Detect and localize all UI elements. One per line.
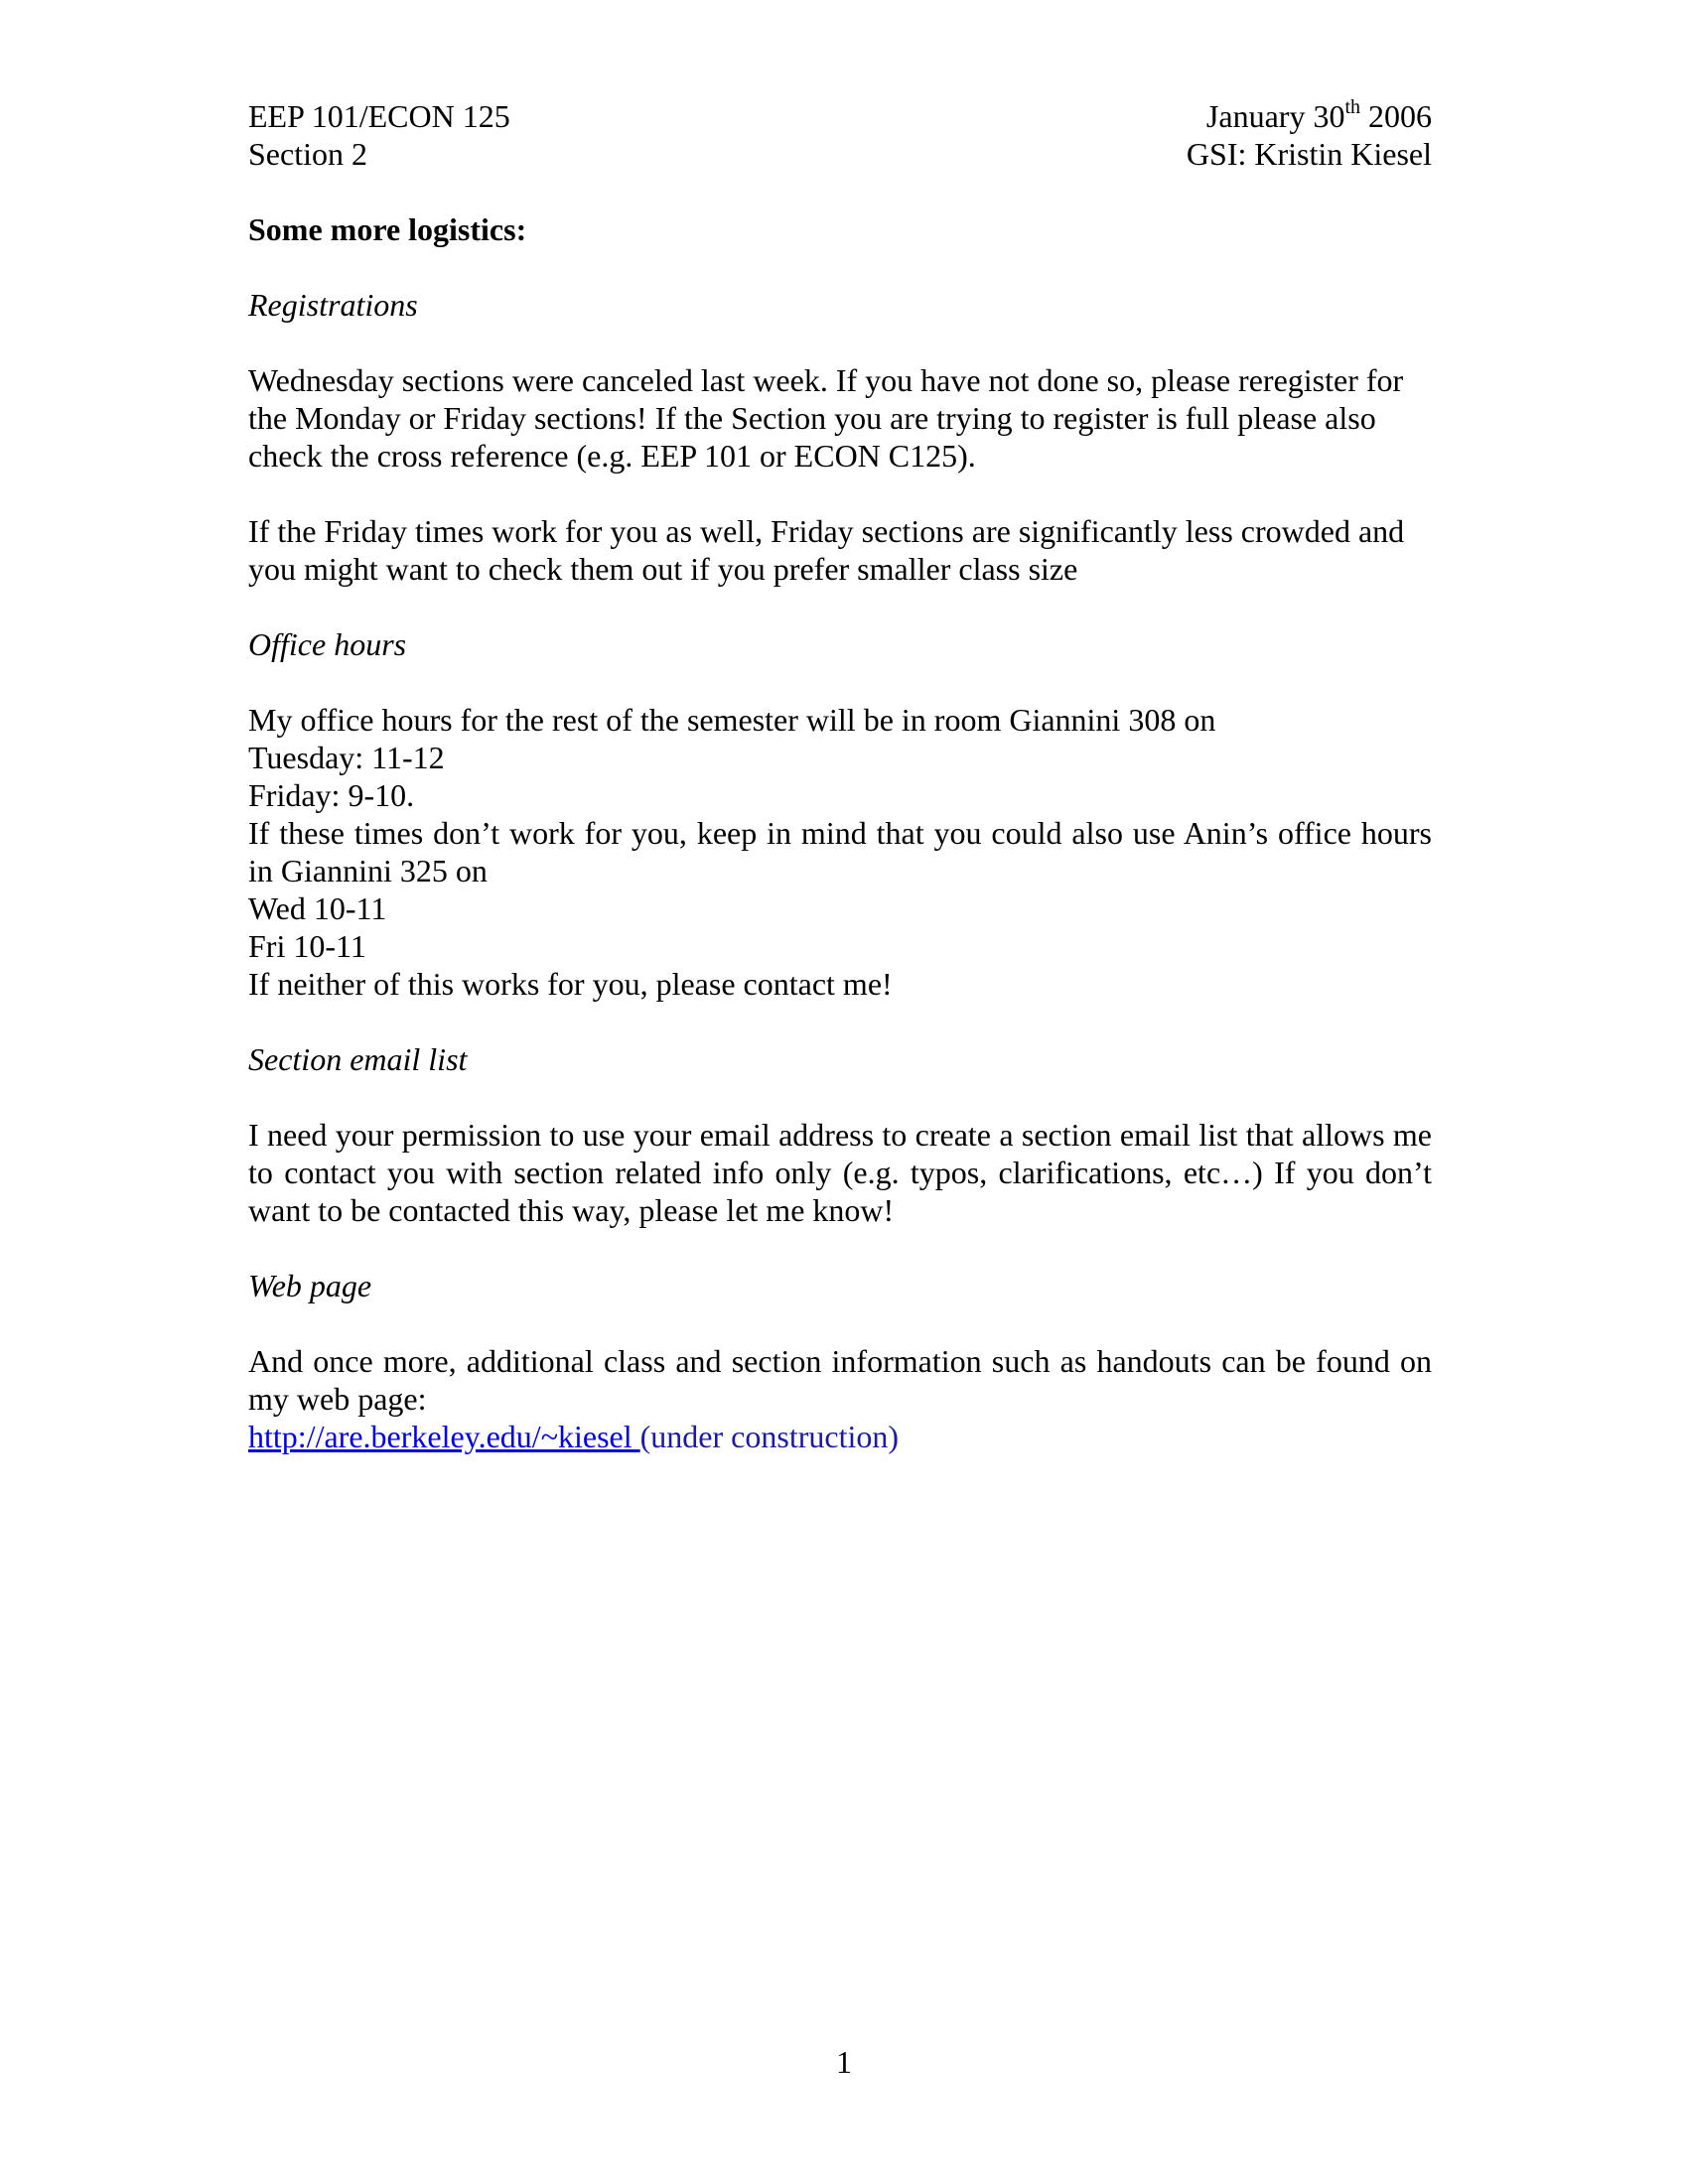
header-right — [1187, 97, 1432, 173]
web-page-heading: Web page — [248, 1268, 372, 1303]
office-hours-alt-time: Fri 10-11 — [248, 928, 366, 964]
web-page-link-line — [248, 1418, 1432, 1455]
date-year: 2006 — [1360, 98, 1432, 134]
email-list-paragraph: I need your permission to use your email address to create a section email list that allows me to contact you with section related info only (e.g. typos, clarifications, etc…) If you don’t want to be contacted this way, please let me know! — [248, 1117, 1432, 1228]
registrations-paragraph-1: Wednesday sections were canceled last week. If you have not done so, please reregister for the Monday or Friday sections! If the Section you are trying to register is full please also check the cross reference (e.g. EEP 101 or ECON C125). — [248, 362, 1404, 474]
web-page-paragraph: And once more, additional class and section information such as handouts can be found on my web page: — [248, 1343, 1432, 1417]
registrations-paragraph-2: If the Friday times work for you as well, Friday sections are significantly less crowded and you might want to check them out if you prefer smaller class size — [248, 513, 1405, 587]
registrations-heading: Registrations — [248, 287, 418, 323]
date-suffix: th — [1344, 96, 1360, 118]
document-content — [248, 97, 1432, 1455]
web-page-link[interactable]: http://are.berkeley.edu/~kiesel — [248, 1419, 640, 1454]
date-month-day: January 30 — [1205, 98, 1345, 134]
office-hours-time: Tuesday: 11-12 — [248, 740, 445, 775]
office-hours-time: Friday: 9-10. — [248, 777, 415, 813]
office-hours-block — [248, 701, 1432, 1003]
office-hours-heading: Office hours — [248, 626, 407, 662]
page-title: Some more logistics: — [248, 211, 527, 247]
web-page-link-note: (under construction) — [639, 1419, 899, 1454]
office-hours-alt-time: Wed 10-11 — [248, 890, 387, 926]
office-hours-alt-intro: If these times don’t work for you, keep in mind that you could also use Anin’s office hours in Giannini 325 on — [248, 815, 1432, 888]
page-number: 1 — [836, 2044, 852, 2080]
email-list-heading: Section email list — [248, 1041, 468, 1077]
office-hours-closing: If neither of this works for you, please contact me! — [248, 966, 893, 1002]
office-hours-intro: My office hours for the rest of the semester will be in room Giannini 308 on — [248, 702, 1216, 738]
course-label: EEP 101/ECON 125 — [248, 98, 510, 134]
date-line — [1206, 97, 1432, 135]
header-left — [248, 97, 510, 173]
web-page-block — [248, 1342, 1432, 1455]
document-header — [248, 97, 1432, 173]
gsi-label: GSI: Kristin Kiesel — [1186, 136, 1432, 172]
section-label: Section 2 — [248, 136, 367, 172]
